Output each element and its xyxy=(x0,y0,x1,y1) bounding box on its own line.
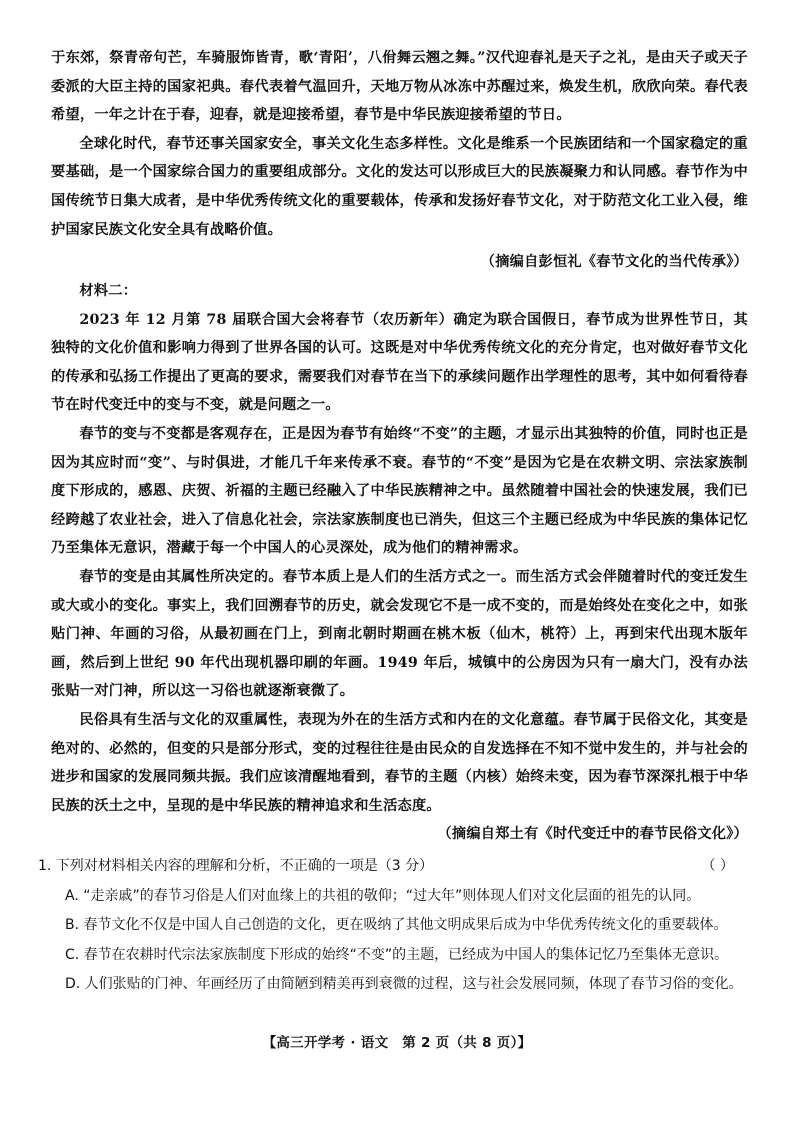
material-two-paragraph-3: 春节的变是由其属性所决定的。春节本质上是人们的生活方式之一。而生活方式会伴随着时代的变迁发生或大或小的变化。事实上，我们回溯春节的历史，就会发现它不是一成不变的，而是始终处在变化之中，如张贴门神、年画的习俗，从最初画在门上，到南北朝时期画在桃木板（仙木，桃符）上，再到宋代出现木版年画，然后到上世纪 90 年代出现机器印刷的年画。1949 年后，城镇中的公房因为只有一扇大门，没有办法张贴一对门神，所以这一习俗也就逐渐衰微了。 xyxy=(51,568,748,700)
material-two xyxy=(51,277,748,849)
option-c: C. 春节在农耕时代宗法家族制度下形成的始终“不变”的主题，已经成为中国人的集体记忆乃至集体无意识。 xyxy=(65,946,729,963)
material-two-paragraph-4: 民俗具有生活与文化的双重属性，表现为外在的生活方式和内在的文化意蕴。春节属于民俗文化，其变是绝对的、必然的，但变的只是部分形式，变的过程往往是由民众的自发选择在不知不觉中发生的，并与社会的进步和国家的发展同频共振。我们应该清醒地看到，春节的主题（内核）始终未变，因为春节深深扎根于中华民族的沃土之中，呈现的是中华民族的精神追求和生活态度。 xyxy=(51,711,748,814)
option-d: D. 人们张贴的门神、年画经历了由简陋到精美再到衰微的过程，这与社会发展同频，体现了春节习俗的变化。 xyxy=(65,976,743,992)
option-a: A. “走亲戚”的春节习俗是人们对血缘上的共祖的敬仰；“过大年”则体现人们对文化层面的祖先的认同。 xyxy=(65,887,701,904)
question-stem: 1. 下列对材料相关内容的理解和分析，不正确的一项是（3 分） xyxy=(38,858,434,874)
material-two-paragraph-2: 春节的变与不变都是客观存在，正是因为春节有始终“不变”的主题，才显示出其独特的价值，同时也正是因为其应时而“变”、与时俱进，才能几千年来传承不衰。春节的“不变”是因为它是在农耕文明、宗法家族制度下形成的，感恩、庆贺、祈福的主题已经融入了中华民族精神之中。虽然随着中国社会的快速发展，我们已经跨越了农业社会，进入了信息化社会，宗法家族制度也已消失，但这三个主题已经成为中华民族的集体记忆乃至集体无意识，潜藏于每一个中国人的心灵深处，成为他们的精神需求。 xyxy=(51,425,748,557)
material-two-label: 材料二： xyxy=(79,283,138,299)
question-1 xyxy=(38,852,744,1000)
option-b: B. 春节文化不仅是中国人自己创造的文化，更在吸纳了其他文明成果后成为中华优秀传统文化的重要载体。 xyxy=(65,917,728,933)
material-one-paragraph-1: 于东郊，祭青帝句芒，车骑服饰皆青，歌‘青阳’，八佾舞云翘之舞。”汉代迎春礼是天子之礼，是由天子或天子委派的大臣主持的国家祀典。春代表着气温回升，天地万物从冰冻中苏醒过来，焕发生机，欣欣向荣。春代表希望，一年之计在于春，迎春，就是迎接希望，春节是中华民族迎接希望的节日。 xyxy=(51,50,748,124)
material-one-paragraph-2: 全球化时代，春节还事关国家安全，事关文化生态多样性。文化是维系一个民族团结和一个国家稳定的重要基础，是一个国家综合国力的重要组成部分。文化的发达可以形成巨大的民族凝聚力和认同感。春节作为中国传统节日集大成者，是中华优秀传统文化的重要载体，传承和发扬好春节文化，对于防范文化工业入侵，维护国家民族文化安全具有战略价值。 xyxy=(51,135,748,238)
question-stem-line xyxy=(38,852,744,882)
material-two-source: （摘编自郑土有《时代变迁中的春节民俗文化》） xyxy=(437,826,748,843)
page-footer: 【高三开学考 · 语文 第 2 页（共 8 页）】 xyxy=(262,1035,532,1051)
material-one-source: （摘编自彭恒礼《春节文化的当代传承》） xyxy=(480,254,748,271)
material-one-continued xyxy=(51,44,748,277)
answer-blank: （ ） xyxy=(701,858,734,874)
material-two-paragraph-1: 2023 年 12 月第 78 届联合国大会将春节（农历新年）确定为联合国假日，春节成为世界性节日，其独特的文化价值和影响力得到了世界各国的认可。这既是对中华优秀传统文化的充分肯定，也对做好春节文化的传承和弘扬工作提出了更高的要求，需要我们对春节在当下的承续问题作出学理性的思考，其中如何看待春节在时代变迁中的变与不变，就是问题之一。 xyxy=(51,311,748,414)
